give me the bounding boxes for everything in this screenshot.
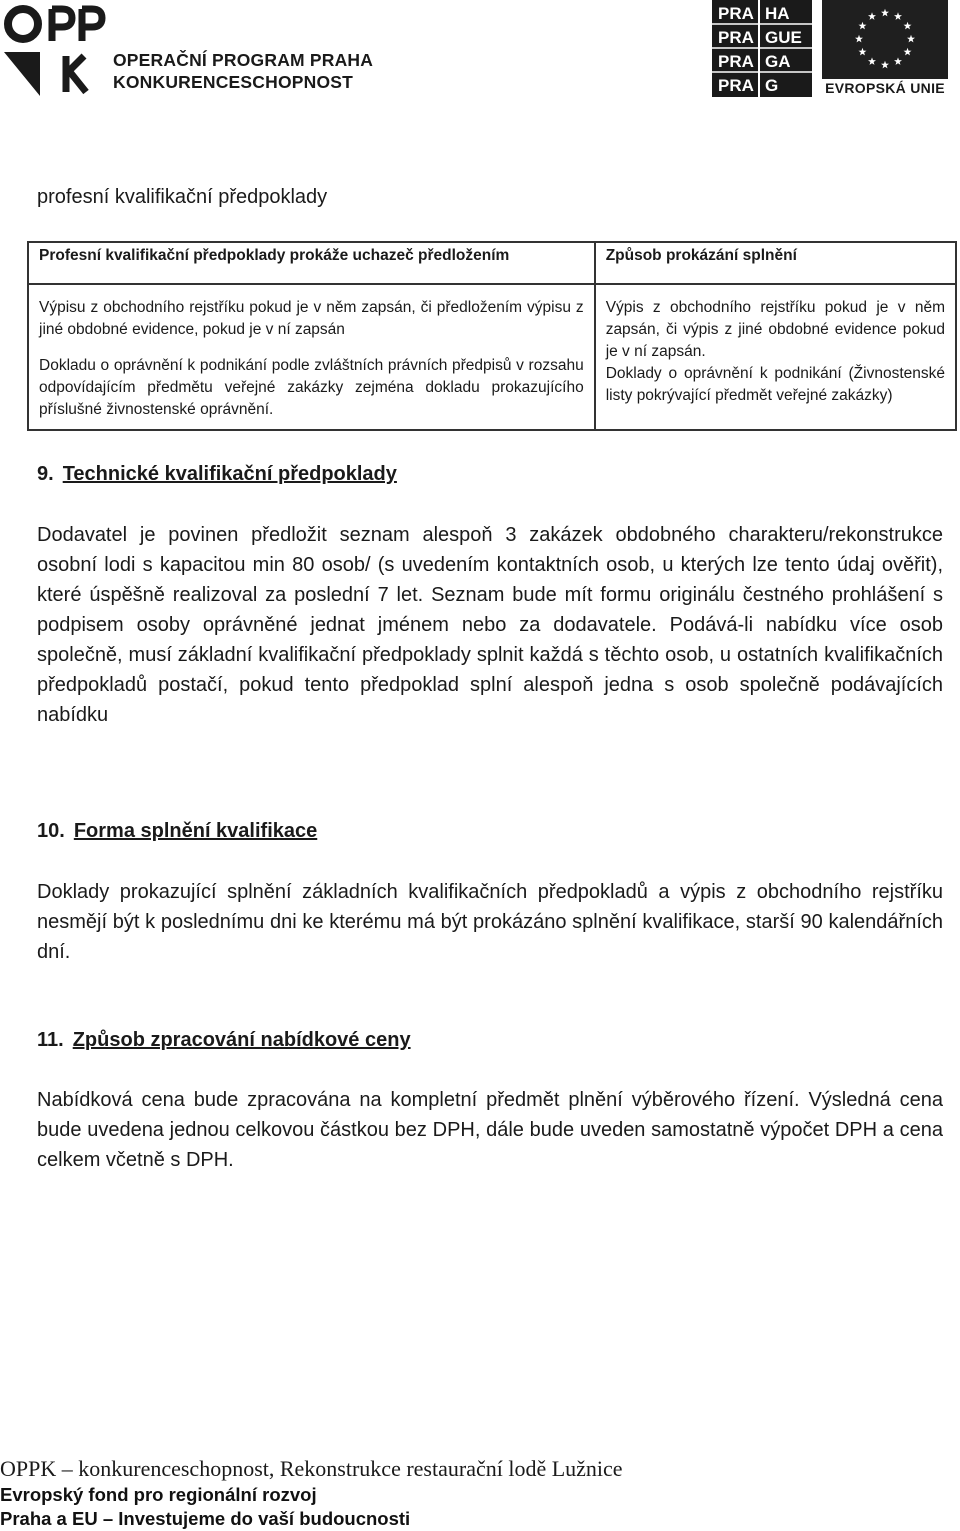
- section-heading: [37, 1029, 411, 1052]
- footer-fund-line: Evropský fond pro regionální rozvoj: [0, 1484, 317, 1505]
- praha-cell: PRA: [718, 52, 754, 71]
- praha-cell: PRA: [718, 4, 754, 23]
- qualification-table: [27, 241, 957, 431]
- praha-cell: HA: [765, 4, 790, 23]
- section-number: 10.: [37, 820, 65, 842]
- praha-cell: G: [765, 76, 779, 95]
- section-intro: profesní kvalifikační předpoklady: [37, 186, 328, 208]
- page-footer: [0, 1455, 960, 1531]
- section-title: Způsob zpracování nabídkové ceny: [72, 1029, 411, 1051]
- table-right-paragraph: Doklady o oprávnění k podnikání (Živnostenské listy pokrývající předmět veřejné zakázky): [605, 365, 945, 404]
- footer-project-line: OPPK – konkurenceschopnost, Rekonstrukce restaurační lodě Lužnice: [0, 1456, 623, 1481]
- table-left-paragraph: Dokladu o oprávnění k podnikání podle zvláštních právních předpisů v rozsahu odpovídajícím předmětu veřejné zakázky zejména dokladu prokazujícího příslušné živnostenské oprávnění.: [39, 357, 584, 418]
- praha-cell: PRA: [718, 76, 754, 95]
- praha-cell: PRA: [718, 28, 754, 47]
- section-number: 11.: [37, 1029, 64, 1051]
- eu-logo: [822, 0, 948, 100]
- section-heading: [37, 820, 317, 843]
- praha-cell: GUE: [765, 28, 802, 47]
- table-header-right: Způsob prokázání splnění: [595, 242, 956, 284]
- opp-line1: OPERAČNÍ PROGRAM PRAHA: [113, 50, 374, 70]
- footer-slogan-line: Praha a EU – Investujeme do vaší budoucnosti: [0, 1508, 411, 1529]
- table-row: [28, 284, 956, 430]
- table-cell-left: [28, 284, 595, 430]
- section-title: Forma splnění kvalifikace: [73, 820, 318, 842]
- opp-program-name: [113, 49, 373, 93]
- section-number: 9.: [37, 463, 54, 485]
- section-text: Nabídková cena bude zpracována na kompletní předmět plnění výběrového řízení. Výsledná cena bude uvedena jednou celkovou částkou bez DPH, dále bude uveden samostatně výpočet DPH a cena celkem včetně s DPH.: [37, 1089, 943, 1171]
- eu-label: EVROPSKÁ UNIE: [825, 80, 945, 96]
- praha-logo: [712, 0, 812, 97]
- opp-line2: KONKURENCESCHOPNOST: [113, 72, 354, 92]
- opp-logo: [0, 0, 110, 100]
- table-cell-right: [595, 284, 956, 430]
- table-left-paragraph: Výpisu z obchodního rejstříku pokud je v něm zapsán, či předložením výpisu z jiné obdobné evidence, pokud je v ní zapsán: [39, 299, 584, 338]
- praha-cell: GA: [765, 52, 791, 71]
- table-header-row: [28, 242, 956, 284]
- opp-logo-mark: [0, 0, 110, 100]
- table-right-paragraph: Výpis z obchodního rejstříku pokud je v něm zapsán, či výpis z jiné obdobné evidence pokud je v ní zapsán.: [605, 299, 945, 360]
- section-text: Doklady prokazující splnění základních kvalifikačních předpokladů a výpis z obchodního rejstříku nesmějí být k poslednímu dni ke kterému má být prokázáno splnění kvalifikace, starší 90 kalendářních dní.: [37, 881, 943, 963]
- praha-logo-mark: [712, 0, 812, 97]
- section-title: Technické kvalifikační předpoklady: [62, 463, 397, 485]
- table-header-left: Profesní kvalifikační předpoklady prokáže uchazeč předložením: [28, 242, 595, 284]
- section-heading: [37, 463, 397, 486]
- eu-flag-icon: [822, 0, 948, 79]
- section-text: Dodavatel je povinen předložit seznam alespoň 3 zakázek obdobného charakteru/rekonstrukce osobní lodi s kapacitou min 80 osob/ (s uvedením kontaktních osob, u kterých lze tento údaj ověřit), které úspěšně realizoval za poslední 7 let. Seznam bude mít formu originálu čestného prohlášení s podpisem osoby oprávněné jednat jménem nebo za dodavatele. Podává-li nabídku více osob společně, musí základní kvalifikační předpoklady splnit každá s těchto osob, u ostatních kvalifikačních předpokladů postačí, pokud tento předpoklad splní alespoň jedna s osob společně podávajících nabídku: [37, 524, 943, 726]
